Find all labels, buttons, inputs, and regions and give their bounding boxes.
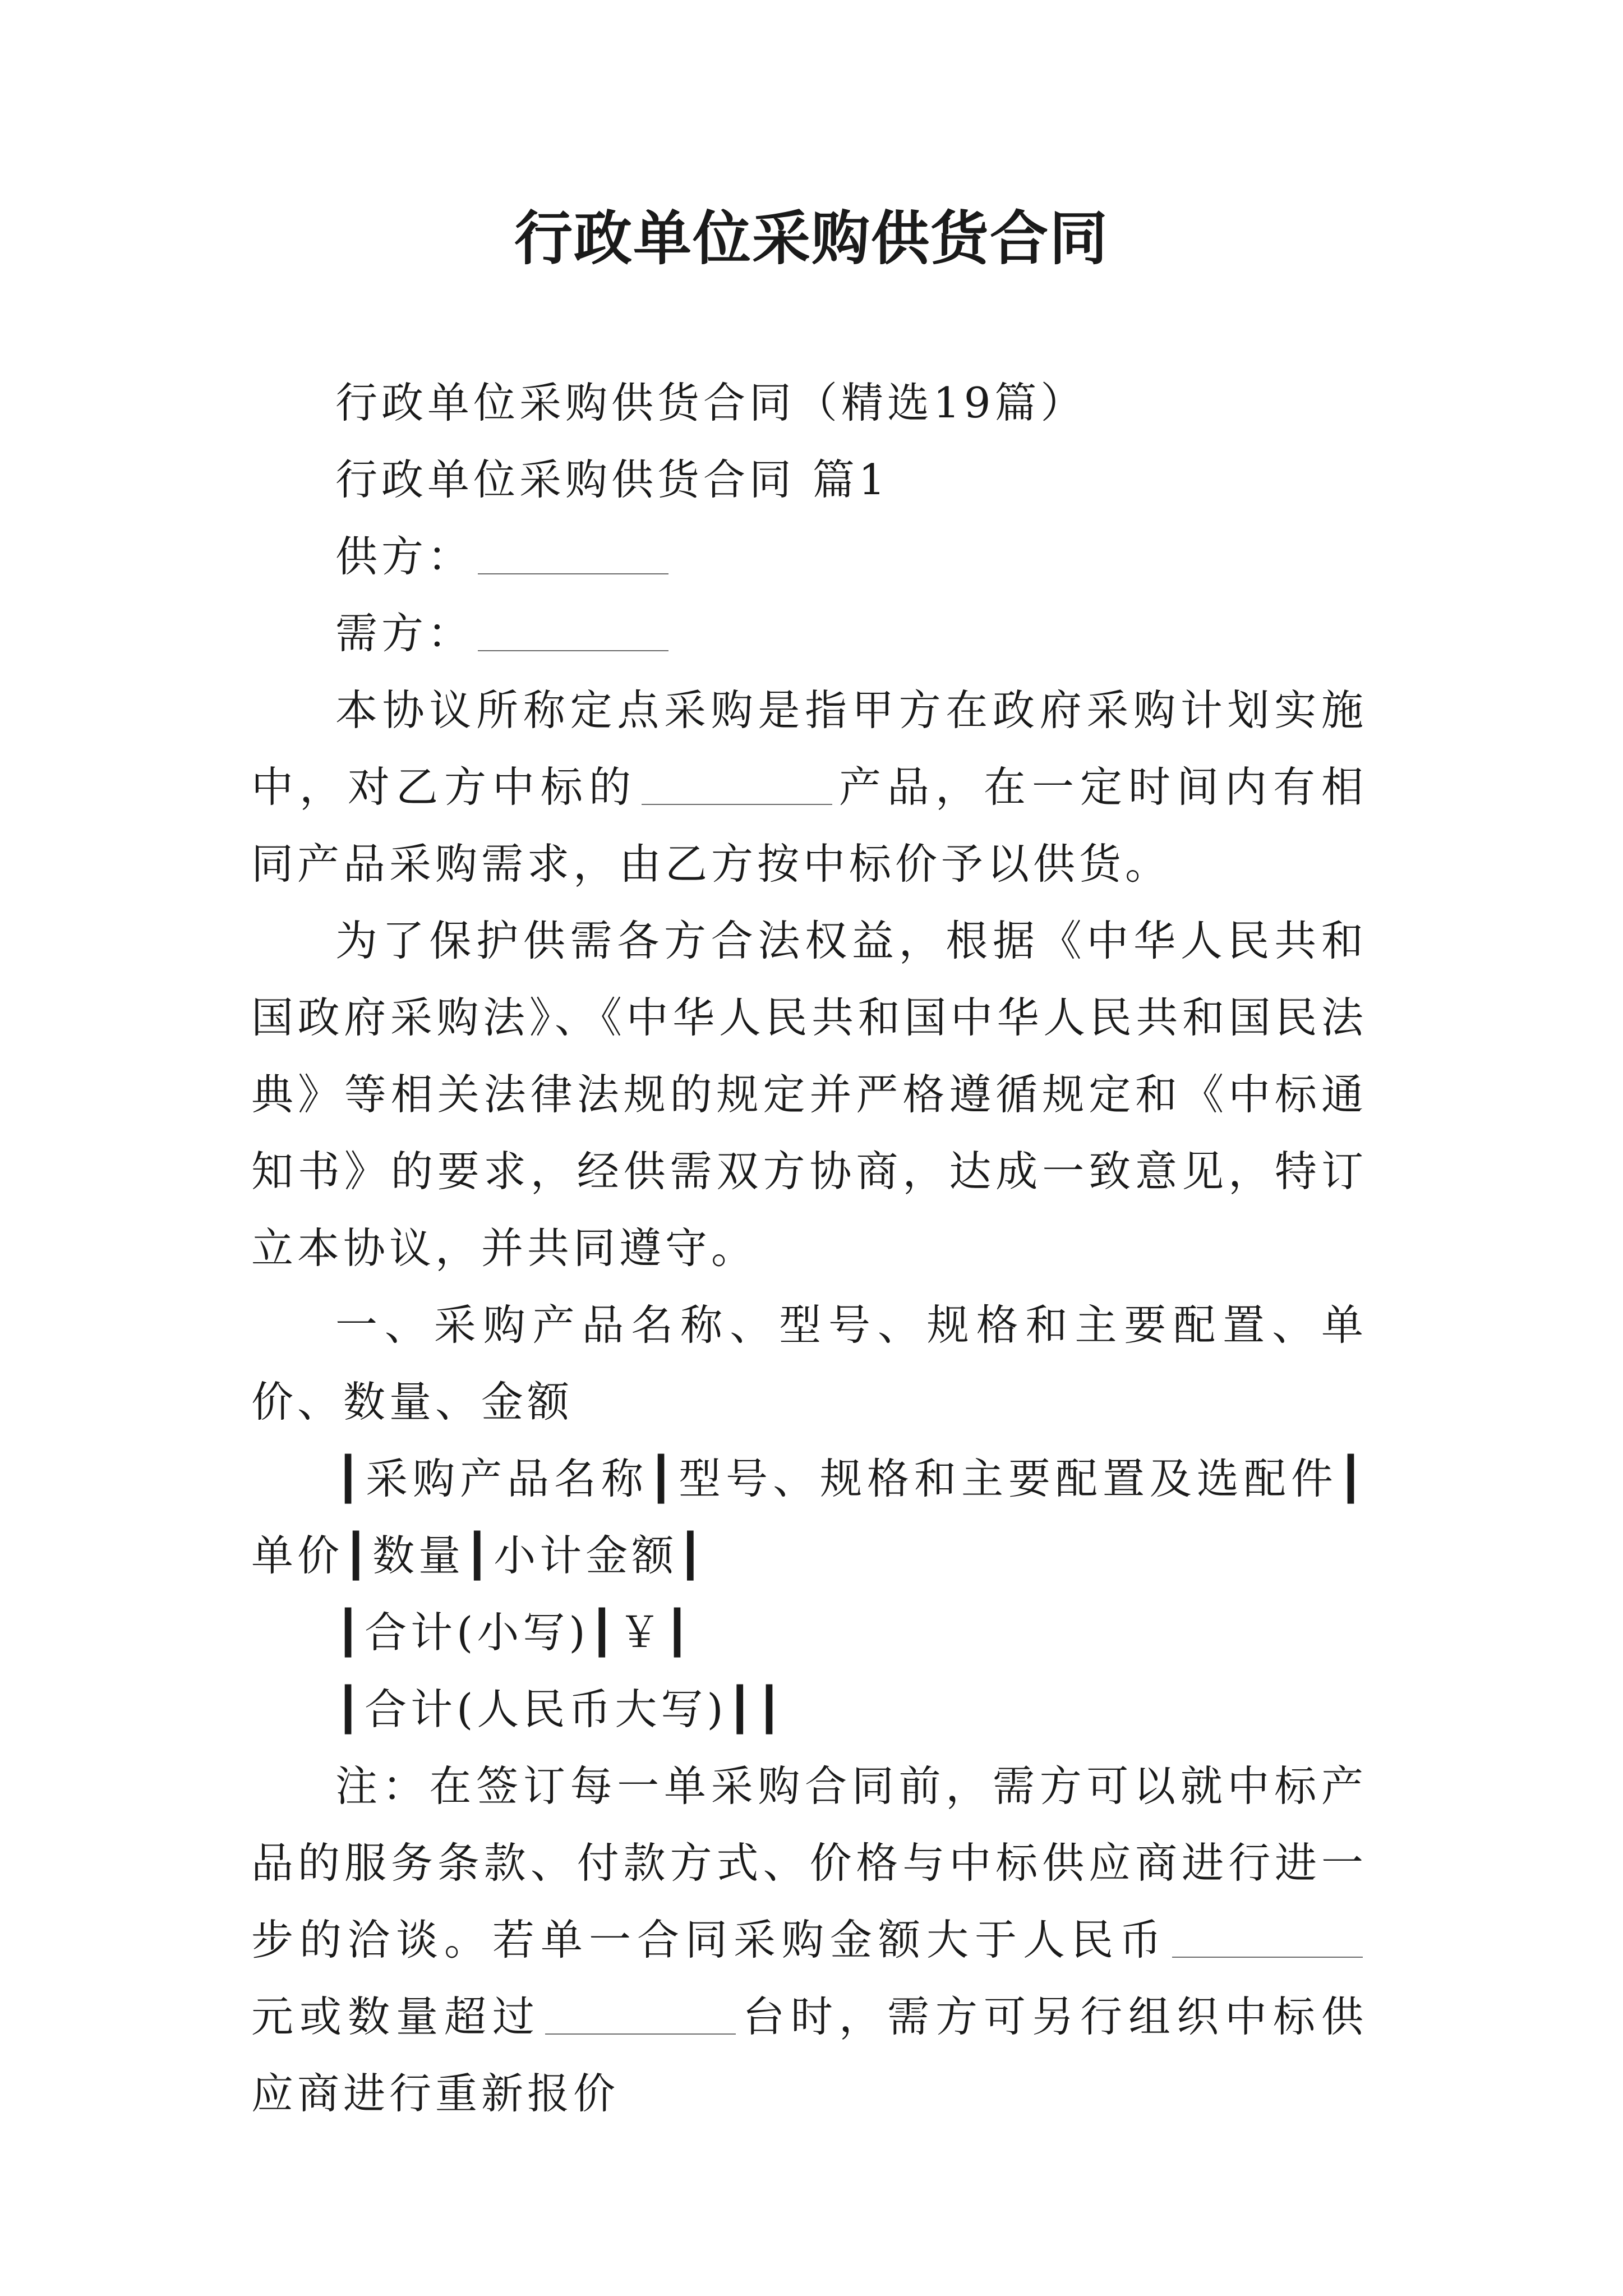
supplier-blank [478,534,668,574]
paragraph-definition-part1: 本协议所称定点采购是指甲方在政府采购计划实施中，对乙方中标的 [251,685,1367,812]
paragraph-basis: 为了保护供需各方合法权益，根据《中华人民共和国政府采购法》、《中华人民共和国中华人民共和国民法典》等相关法律法规的规定并严格遵循规定和《中标通知书》的要求，经供需双方协商，达成一致意见，特订立本协议，并共同遵守。 [251,916,1367,1273]
amount-blank [1172,1917,1363,1958]
quantity-blank [545,1994,736,2035]
note-part2: 元或数量超过 [251,1992,541,2041]
note-paragraph [251,1748,1367,2132]
table-total-upper-row: ┃合计(人民币大写)┃┃ [335,1685,786,1734]
document-title: 行政单位采购供货合同 [514,204,1109,273]
document-body [251,365,1367,2132]
paragraph-definition [251,672,1367,903]
supplier-line [251,518,1367,595]
section-heading: 行政单位采购供货合同 篇1 [335,455,889,504]
clause-1: 一、采购产品名称、型号、规格和主要配置、单价、数量、金额 [251,1300,1367,1427]
note-part3: 台时，需方可另行组织中标供应商进行重新报价 [251,1992,1367,2118]
buyer-label: 需方： [335,609,474,658]
product-blank [642,765,832,805]
note-part1: 注：在签订每一单采购合同前，需方可以就中标产品的服务条款、付款方式、价格与中标供应商进行进一步的洽谈。若单一合同采购金额大于人民币 [251,1761,1367,1964]
supplier-label: 供方： [335,532,474,581]
document-subtitle: 行政单位采购供货合同（精选19篇） [335,378,1087,427]
buyer-line [251,595,1367,672]
table-total-lower-row: ┃合计(小写)┃￥┃ [335,1608,694,1657]
table-header-row: ┃采购产品名称┃型号、规格和主要配置及选配件┃单价┃数量┃小计金额┃ [251,1454,1367,1580]
paragraph-definition-part2: 产品，在一定时间内有相同产品采购需求，由乙方按中标价予以供货。 [251,762,1367,889]
buyer-blank [478,611,668,651]
